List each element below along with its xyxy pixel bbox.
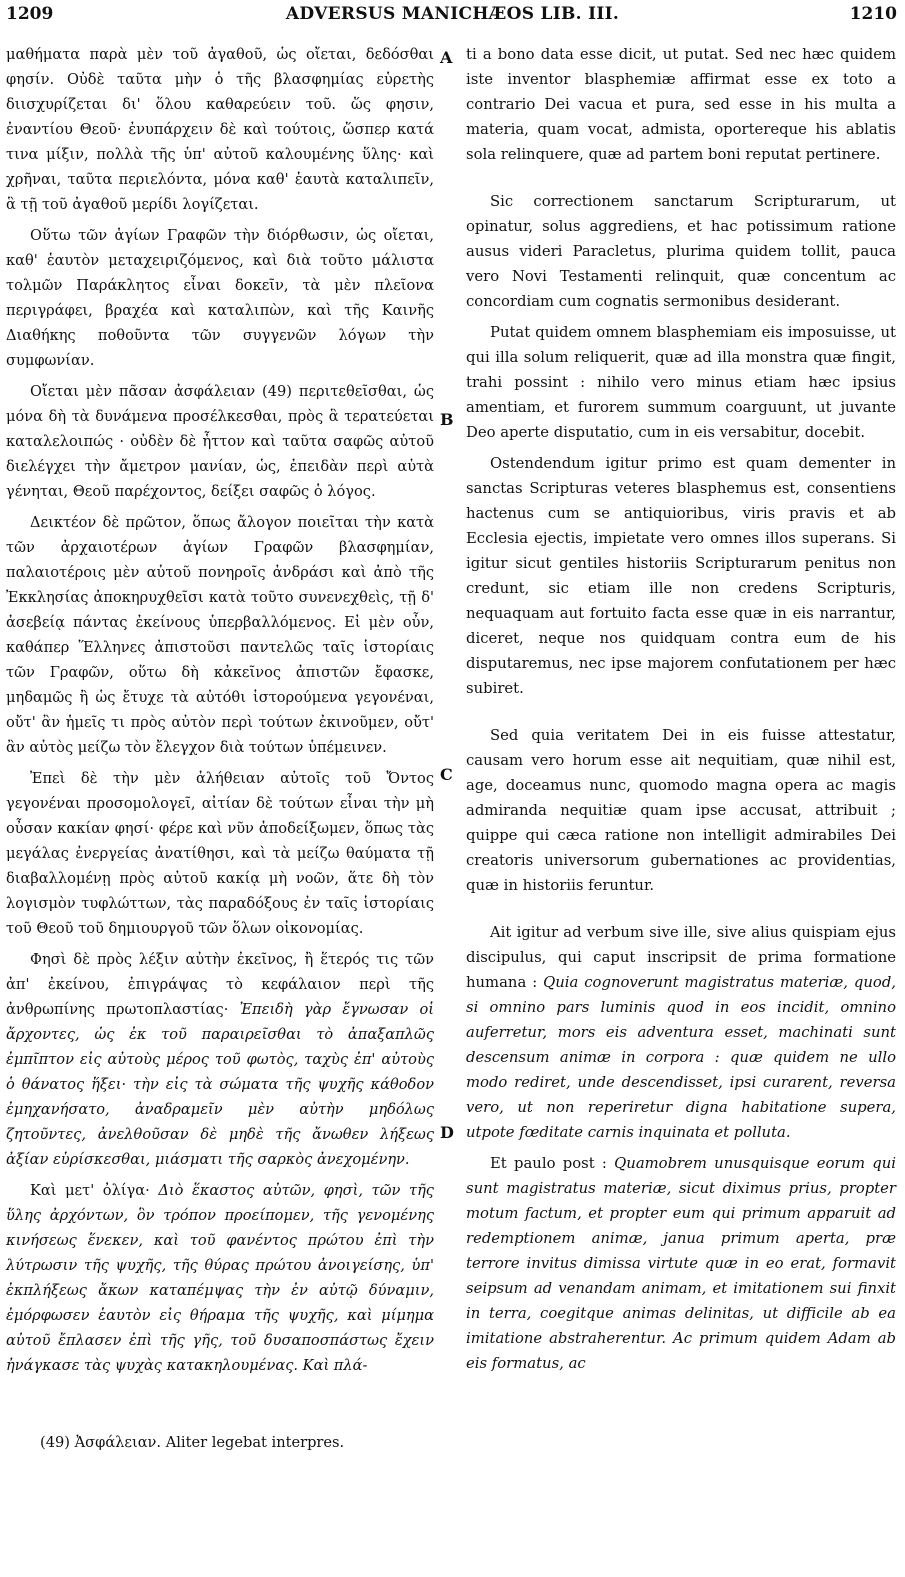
- section-marker-b: B: [440, 410, 454, 429]
- greek-paragraph: Οἴεται μὲν πᾶσαν ἀσφάλειαν (49) περιτεθεῖσθαι, ὡς μόνα δὴ τὰ δυνάμενα προσέλκεσθαι, πρὸς ἃ τερατεύεται καταλελοιπώς · οὐδὲν δὲ ἧττον καὶ ταῦτα σαφῶς αὐτοῦ διελέγχει τὴν ἄμετρον μανίαν, ὡς, ἐπειδὰν περὶ αὐτὰ γένηται, Θεοῦ παρέχοντος, δείξει σαφῶς ὁ λόγος.: [6, 383, 434, 500]
- running-header: [0, 4, 905, 34]
- latin-text: Ait igitur ad verbum sive ille, sive alius quispiam ejus discipulus, qui caput inscripsit de prima formatione humana :: [466, 924, 896, 991]
- footnote: (49) Ἀσφάλειαν. Aliter legebat interpres.: [40, 1434, 345, 1451]
- latin-paragraph: Sed quia veritatem Dei in eis fuisse attestatur, causam vero horum esse ait nequitiam, quæ nihil est, age, doceamus nunc, quomodo magna opera ac magis admiranda nequitiæ quam ipse accusat, attribuit ; quippe qui cæca ratione non intelligit admirabiles Dei creatoris universorum gubernationes ac providentias, quæ in historiis feruntur.: [466, 727, 896, 894]
- greek-paragraph: Ἐπεὶ δὲ τὴν μὲν ἀλήθειαν αὐτοῖς τοῦ Ὄντος γεγονέναι προσομολογεῖ, αἰτίαν δὲ τούτων εἶναι τὴν μὴ οὖσαν κακίαν φησί· φέρε καὶ νῦν ἀποδείξωμεν, ὅπως τὰς μεγάλας ἐνεργείας ἀνατίθησι, καὶ τὰ μείζω θαύματα τῇ διαβαλλομένῃ πρὸς αὐτοῦ κακίᾳ μὴ νοῶν, ἅτε δὴ τὸν λογισμὸν τυφλώττων, τὰς παραδόξους ἐν ταῖς ἱστορίαις τοῦ Θεοῦ τοῦ δημιουργοῦ τῶν ὅλων οἰκονομίας.: [6, 770, 434, 937]
- greek-text: Φησὶ δὲ πρὸς λέξιν αὐτὴν ἐκεῖνος, ἢ ἕτερός τις τῶν ἀπ' ἐκείνου, ἐπιγράψας τὸ κεφάλαιον περὶ τῆς ἀνθρωπίνης πρωτοπλαστίας·: [6, 951, 434, 1018]
- section-marker-c: C: [440, 765, 453, 784]
- greek-column: [6, 42, 434, 1384]
- latin-paragraph: Putat quidem omnem blasphemiam eis imposuisse, ut qui illa solum reliquerit, quæ ad illa monstra quæ fingit, trahi possint : nihilo vero minus etiam hæc ipsius amentiam, et furorem summum coarguunt, ut juvante Deo aperte disputatio, cum in eis versabitur, docebit.: [466, 324, 896, 441]
- section-marker-a: A: [440, 48, 453, 67]
- latin-column: [466, 42, 896, 1382]
- latin-quotation: Quamobrem unusquisque eorum qui sunt magistratus materiæ, sicut diximus prius, propter motum factum, et propter eum qui primum apparuit ad redemptionem animæ, janua primum aperta, præ terrore invitus dimissa virtute quæ in eo erat, formavit seipsum ad venandam animam, et imitationem sui finxit in terra, coegitque animas delinitas, ut difficile ab ea imitatione abstraherentur. Ac primum quidem Adam ab eis formatus, ac: [466, 1155, 896, 1372]
- latin-paragraph: [466, 1151, 896, 1376]
- greek-paragraph: Δεικτέον δὲ πρῶτον, ὅπως ἄλογον ποιεῖται τὴν κατὰ τῶν ἀρχαιοτέρων ἁγίων Γραφῶν βλασφημίαν, παλαιοτέροις μὲν αὐτοῦ πονηροῖς ἀνδράσι καὶ ἀπὸ τῆς Ἐκκλησίας ἀποκηρυχθεῖσι κατὰ τοῦτο συνενεχθεὶς, τῇ δ' ἀσεβείᾳ πάντας ἐκείνους ὑπερβαλλόμενος. Εἰ μὲν οὖν, καθάπερ Ἕλληνες ἀπιστοῦσι παντελῶς ταῖς ἱστορίαις τῶν Γραφῶν, οὕτω δὴ κἀκεῖνος ἀπιστῶν ἔφασκε, μηδαμῶς ἢ ὡς ἔτυχε τὰ αὐτόθι ἱστορούμενα γεγονέναι, οὔτ' ἂν ἡμεῖς τι πρὸς αὐτὸν περὶ τούτων ἐκινοῦμεν, οὔτ' ἂν αὐτὸς μείζω τὸν ἔλεγχον διὰ τούτων ὑπέμεινεν.: [6, 514, 434, 756]
- greek-quotation: Διὸ ἕκαστος αὐτῶν, φησὶ, τῶν τῆς ὕλης ἀρχόντων, ὃν τρόπον προείπομεν, τῆς γενομένης κινήσεως ἕνεκεν, καὶ τοῦ φανέντος πρώτου ἐπὶ τὴν λύτρωσιν τῆς ψυχῆς, τῆς θύρας πρώτου ἀνοιγείσης, ὑπ' ἐκπλήξεως ἄκων καταπέμψας τὴν ἐν αὐτῷ δύναμιν, ἐμόρφωσεν ἑαυτὸν εἰς θήραμα τῆς ψυχῆς, καὶ μίμημα αὐτοῦ ἔπλασεν ἐπὶ τῆς γῆς, τοῦ δυσαποσπάστως ἔχειν ἠνάγκασε τὰς ψυχὰς κατακηλουμένας. Καὶ πλά-: [6, 1182, 434, 1374]
- latin-text: Et paulo post :: [490, 1155, 615, 1172]
- greek-paragraph: Οὕτω τῶν ἁγίων Γραφῶν τὴν διόρθωσιν, ὡς οἴεται, καθ' ἑαυτὸν μεταχειριζόμενος, καὶ διὰ τοῦτο μάλιστα τολμῶν Παράκλητος εἶναι δοκεῖν, τὰ μὲν πλεῖονα περιγράφει, βραχέα καὶ καταλιπὼν, καὶ τῆς Καινῆς Διαθήκης ποθοῦντα τῶν συγγενῶν λόγων τὴν συμφωνίαν.: [6, 227, 434, 369]
- latin-paragraph: Sic correctionem sanctarum Scripturarum, ut opinatur, solus aggrediens, et hac potissimum ratione ausus videri Paracletus, plurima quidem tollit, pauca vero Novi Testamenti relinquit, quæ concentum ac concordiam cum cognatis sermonibus desiderant.: [466, 193, 896, 310]
- greek-paragraph: [6, 947, 434, 1172]
- latin-paragraph: ti a bono data esse dicit, ut putat. Sed nec hæc quidem iste inventor blasphemiæ affirmat esse ex toto a contrario Dei vacua et pura, sed esse in his multa a materia, quam vocat, admista, oportereque his ablatis sola relinquere, quæ ad partem boni reputat pertinere.: [466, 46, 896, 163]
- right-page-number: 1210: [849, 4, 897, 24]
- greek-paragraph: [6, 1178, 434, 1378]
- greek-paragraph: μαθήματα παρὰ μὲν τοῦ ἀγαθοῦ, ὡς οἴεται, δεδόσθαι φησίν. Οὐδὲ ταῦτα μὴν ὁ τῆς βλασφημίας εὑρετὴς διισχυρίζεται δι' ὅλου καθαρεύειν τοῦ. ὥς φησιν, ἐναντίου Θεοῦ· ἐνυπάρχειν δὲ καὶ τούτοις, ὥσπερ κατά τινα μίξιν, πολλὰ τῆς ὑπ' αὐτοῦ καλουμένης ὕλης· καὶ χρῆναι, ταῦτα περιελόντα, μόνα καθ' ἑαυτὰ καταλιπεῖν, ἃ τῇ τοῦ ἀγαθοῦ μερίδι λογίζεται.: [6, 46, 434, 213]
- latin-quotation: Quia cognoverunt magistratus materiæ, quod, si omnino pars luminis quod in eos incidit, omnino auferretur, mors eis adventura esset, machinati sunt descensum animæ in corpora : quæ quidem ne ullo modo rediret, unde descendisset, ipsi curarent, reversa vero, ut non reperiretur digna habitatione supera, utpote fœditate carnis inquinata et polluta.: [466, 974, 896, 1141]
- left-page-number: 1209: [6, 4, 54, 24]
- greek-text: Καὶ μετ' ὀλίγα·: [30, 1182, 159, 1199]
- latin-paragraph: Ostendendum igitur primo est quam dementer in sanctas Scripturas veteres blasphemus est, consentiens hactenus cum se antiquioribus, viris pravis et ab Ecclesia ejectis, impietate vero omnes illos superans. Si igitur sicut gentiles historiis Scripturarum penitus non credunt, sic etiam ille non credens Scripturis, nequaquam aut fortuito facta esse quæ in eis narrantur, diceret, neque nos quidquam contra eum de his disputaremus, nec ipse majorem confutationem per hæc subiret.: [466, 455, 896, 697]
- running-title: ADVERSUS MANICHÆOS LIB. III.: [285, 4, 620, 24]
- section-marker-d: D: [440, 1123, 454, 1142]
- latin-paragraph: [466, 920, 896, 1145]
- greek-quotation: Ἐπειδὴ γὰρ ἔγνωσαν οἱ ἄρχοντες, ὡς ἐκ τοῦ παραιρεῖσθαι τὸ ἀπαξαπλῶς ἐμπῖπτον εἰς αὐτοὺς μέρος τοῦ φωτὸς, ταχὺς ἐπ' αὐτοὺς ὁ θάνατος ἥξει· τὴν εἰς τὰ σώματα τῆς ψυχῆς κάθοδον ἐμηχανήσατο, ἀναδραμεῖν μὲν αὐτὴν μηδόλως ζητοῦντες, ἀνελθοῦσαν δὲ μηδὲ τῆς ἄνωθεν λήξεως ἀξίαν εὑρίσκεσθαι, μιάσματι τῆς σαρκὸς ἀνεχομένην.: [6, 1001, 434, 1168]
